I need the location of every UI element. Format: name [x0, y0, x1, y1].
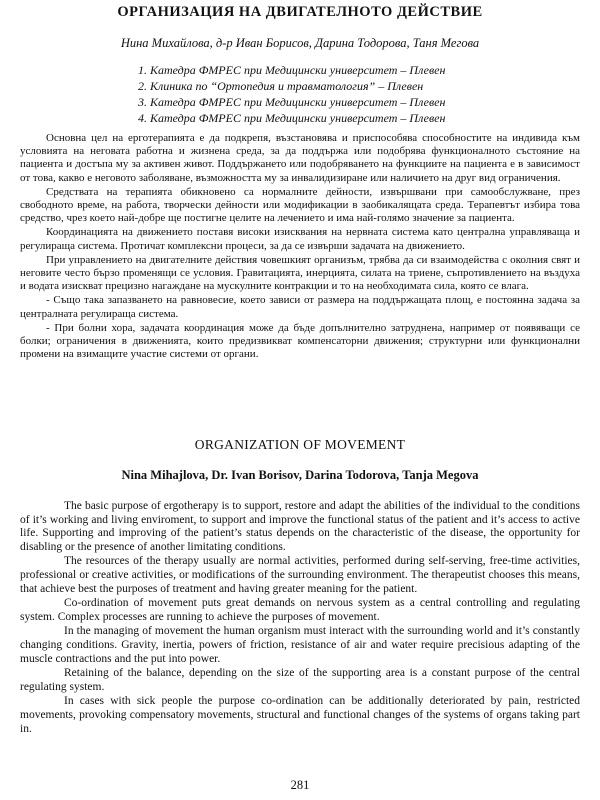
english-title: ORGANIZATION OF MOVEMENT: [194, 437, 406, 452]
body-paragraph: При управлението на двигателните действия човешкият организъм, трябва да си взаимодейства с околния свят и неговите често бързо променящи се условия. Гравитацията, инерцията, силата на триене, съпротивлението на въздуха и водата изискват прецизно нагаждане на мускулните контракции и то на необходимата сила, която се влага.: [20, 253, 580, 293]
english-authors: Nina Mihajlova, Dr. Ivan Borisov, Darina Todorova, Tanja Megova: [121, 468, 479, 482]
body-paragraph: - Също така запазването на равновесие, което зависи от размера на поддържащата площ, е постоянна задача за централната регулираща система.: [20, 294, 580, 320]
body-paragraph: - При болни хора, задачата координация може да бъде допълнително затруднена, например от появяващи се болки; ограничения в движенията, които предизвикват компенсаторни движения; структурни или функционални промени на взимащите участие системи от органи.: [20, 321, 580, 361]
body-paragraph: Основна цел на ерготерапията е да подкрепя, възстановява и приспособява способностите на индивида към условията на неговата работна и жизнена среда, за да поддържа или подобрява функционалното състояние на пациента и достъпа му за активен живот. Поддържането или подобряването на функциите на пациента е в зависимост от това, какво е неговото заболяване, възможността му за инвалидизиране или наличието на друг вид ограничения.: [20, 132, 580, 184]
bulgarian-authors: Нина Михайлова, д-р Иван Борисов, Дарина Тодорова, Таня Мегова: [120, 36, 480, 50]
english-body: [20, 500, 580, 737]
affiliation-item: 3. Катедра ФМРЕС при Медицински университет – Плевен: [138, 95, 446, 109]
affiliation-item: 1. Катедра ФМРЕС при Медицински университет – Плевен: [138, 63, 446, 77]
body-paragraph: Средствата на терапията обикновено са нормалните дейности, извършвани при самообслужване, през свободното време, на работа, творчески дейности или модификации в заобикалящата среда. Терапевтът избира това средство, чрез което най-добре ще постигне целите на лечението и има най-голямо значение за пациента.: [20, 185, 580, 225]
body-paragraph: Retaining of the balance, depending on the size of the supporting area is a constant purpose of the central regulating system.: [20, 667, 580, 693]
affiliation-item: 2. Клиника по “Ортопедия и травматология” – Плевен: [138, 79, 424, 93]
page-number: 281: [290, 778, 310, 792]
body-paragraph: Координацията на движението поставя високи изисквания на нервната система като централна управляваща и регулираща система. Протичат комплексни процеси, за да се извърши задачата на движението.: [20, 226, 580, 252]
body-paragraph: In the managing of movement the human organism must interact with the surrounding world and it’s constantly changing conditions. Gravity, inertia, powers of friction, resistance of air and water require precisious adapting of the muscle contractions and the put into power.: [20, 625, 580, 665]
body-paragraph: Co-ordination of movement puts great demands on nervous system as a central controlling and regulating system. Complex processes are running to achieve the purposes of movement.: [20, 597, 580, 623]
bulgarian-body: [20, 132, 580, 362]
affiliation-list: [138, 62, 578, 126]
body-paragraph: The basic purpose of ergotherapy is to support, restore and adapt the abilities of the individual to the conditions of it’s working and living enviroment, to support and improve the functional status of the patient and it’s access to active life. Supporting and improving of the patient’s status depends on the characteristic of the disease, the opportunity for disabling or the presence of another limitating conditions.: [20, 500, 580, 553]
affiliation-item: 4. Катедра ФМРЕС при Медицински университет – Плевен: [138, 111, 446, 125]
bulgarian-title: ОРГАНИЗАЦИЯ НА ДВИГАТЕЛНОТО ДЕЙСТВИЕ: [117, 4, 483, 20]
body-paragraph: The resources of the therapy usually are normal activities, performed during self-serving, free-time activities, professional or creative activities, or modifications of the surrounding environment. The therapeutist chooses this means, that achieve best the purposes of treatment and having greater meaning for the patient.: [20, 555, 580, 595]
body-paragraph: In cases with sick people the purpose co-ordination can be additionally deteriorated by pain, restricted movements, provoking compensatory movements, structural and functional changes of the systems of organs taking part in.: [20, 695, 580, 735]
